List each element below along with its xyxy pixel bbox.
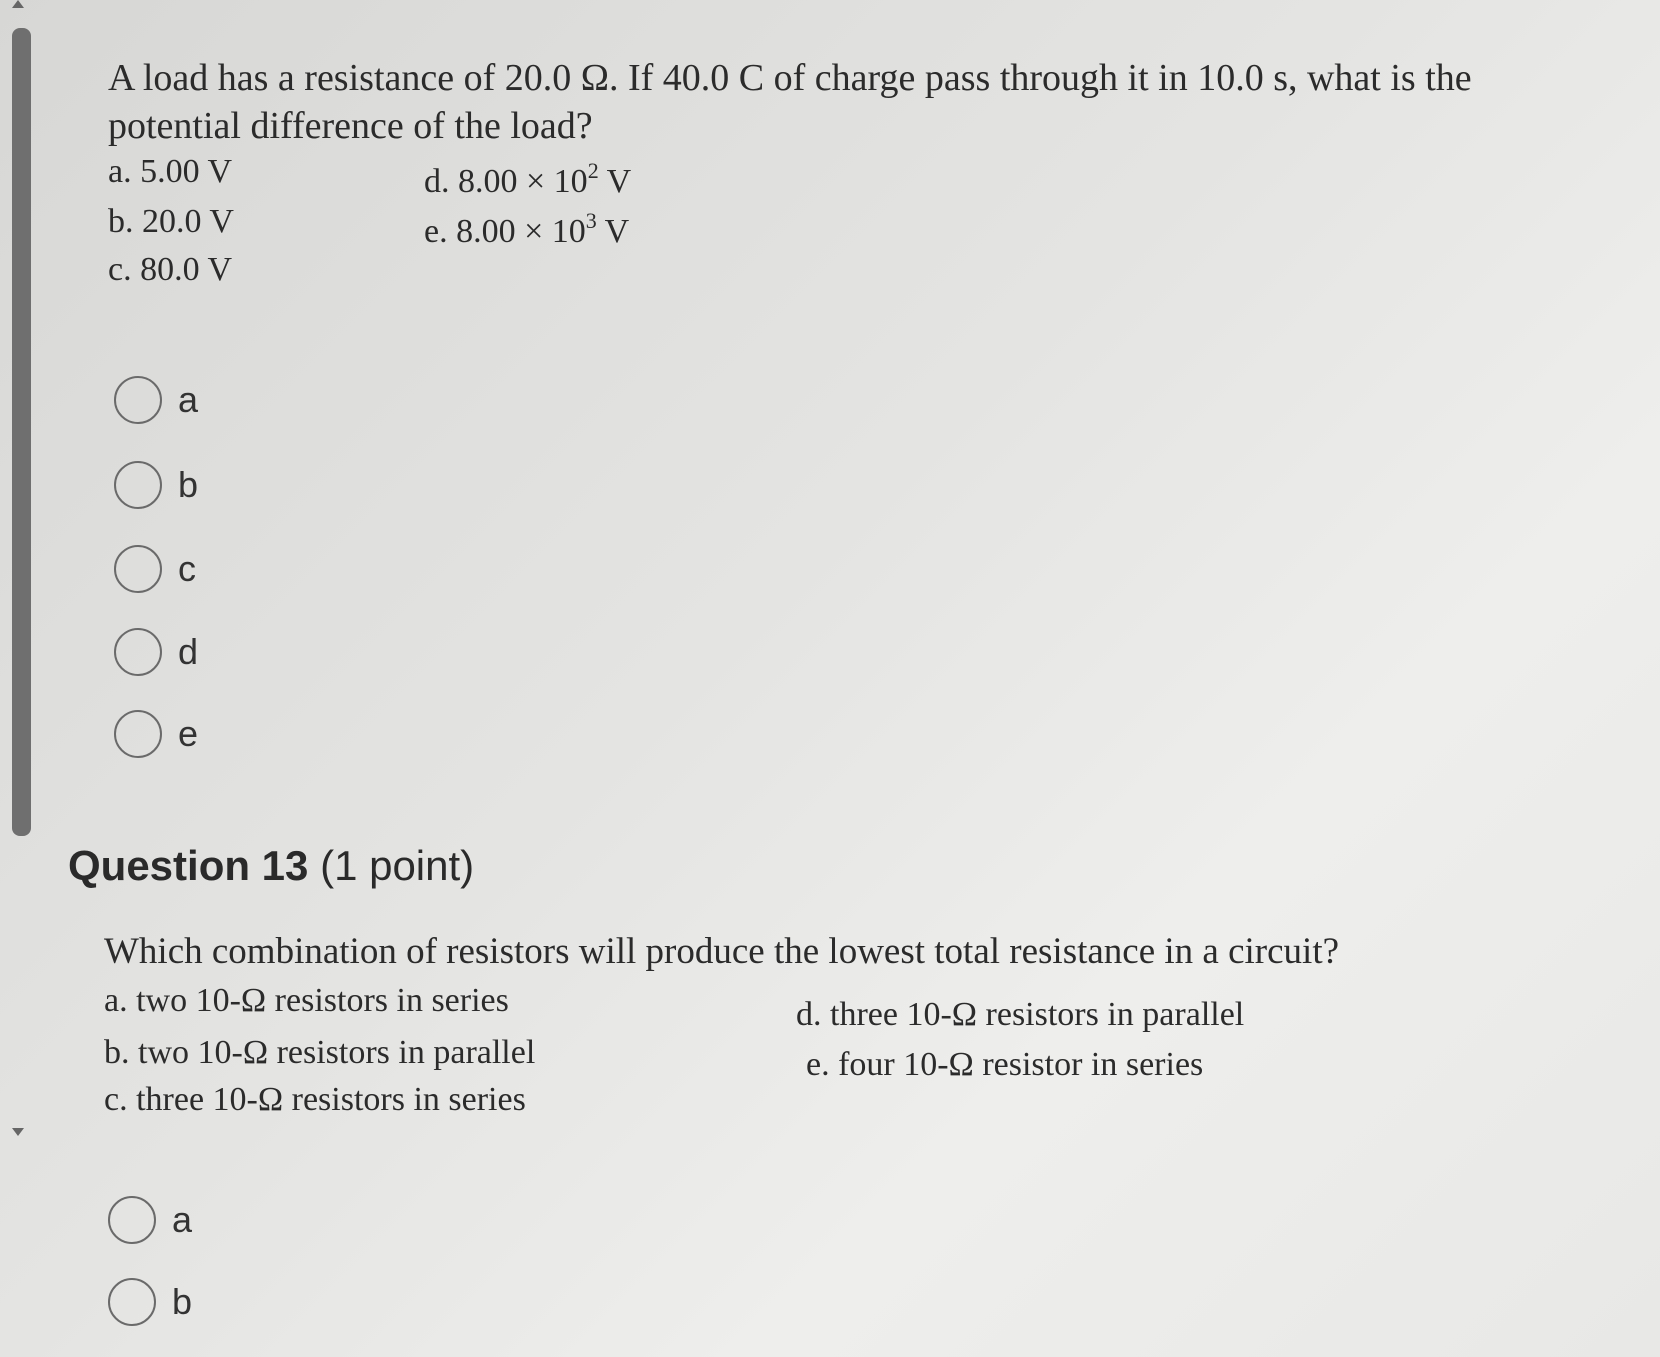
q12-option-a[interactable] [114,372,198,428]
q12-option-b-label: b [178,464,199,505]
q12-choice-d-unit: V [598,163,632,200]
q12-option-d-label: d [178,631,199,672]
q12-option-c[interactable] [114,541,196,597]
q12-option-d[interactable] [114,624,198,680]
q12-radio-e[interactable] [114,710,162,758]
q13-option-a-label: a [172,1199,193,1240]
question-13-prompt: Which combination of resistors will produce the lowest total resistance in a circuit? [104,931,1340,972]
q12-radio-c[interactable] [114,545,162,593]
q13-option-b-label: b [172,1281,193,1322]
question-12-prompt: A load has a resistance of 20.0 Ω. If 40.0 C of charge pass through it in 10.0 s, what is the potential difference of the load? [108,57,1472,147]
q12-radio-a[interactable] [114,376,162,424]
q12-choice-d-exponent: 2 [587,158,599,183]
scroll-up-arrow-icon[interactable] [12,0,24,8]
q12-choice-a-text: a. 5.00 V [108,153,233,190]
question-13-title: Question 13 [68,842,309,889]
q12-choice-c-text: c. 80.0 V [108,251,233,288]
q12-choice-e-text [424,208,629,251]
q12-option-b[interactable] [114,457,198,513]
q13-choice-a-text: a. two 10-Ω resistors in series [104,982,509,1019]
scrollbar-thumb[interactable] [12,28,31,836]
q13-choice-e-text: e. four 10-Ω resistor in series [806,1046,1204,1083]
q12-choice-d-text [424,158,631,201]
q12-choice-e-unit: V [596,213,630,250]
q13-choice-b-text: b. two 10-Ω resistors in parallel [104,1034,536,1071]
question-13-points: (1 point) [320,842,475,889]
q12-choice-e-base: e. 8.00 × 10 [424,213,586,250]
q12-option-e[interactable] [114,706,198,762]
q12-option-c-label: c [178,548,196,589]
q13-radio-a[interactable] [108,1196,156,1244]
q12-choice-b-text: b. 20.0 V [108,203,234,240]
q13-choice-c-text: c. three 10-Ω resistors in series [104,1081,526,1118]
q13-radio-b[interactable] [108,1278,156,1326]
q13-option-a[interactable] [108,1192,192,1248]
q13-option-b[interactable] [108,1274,192,1330]
q13-choice-d-text: d. three 10-Ω resistors in parallel [796,996,1245,1033]
q12-radio-b[interactable] [114,461,162,509]
q12-option-a-label: a [178,379,199,420]
q12-choice-e-exponent: 3 [585,208,597,233]
scroll-down-arrow-icon[interactable] [12,1128,24,1136]
question-13-header [68,842,474,890]
q12-choice-d-base: d. 8.00 × 10 [424,163,588,200]
q12-option-e-label: e [178,713,199,754]
q12-radio-d[interactable] [114,628,162,676]
